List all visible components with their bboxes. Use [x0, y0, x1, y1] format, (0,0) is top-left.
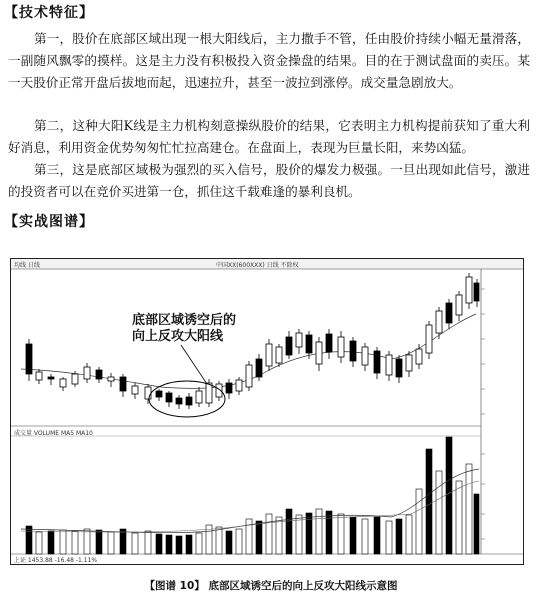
- paragraph-3: 第三，这是底部区域极为强烈的买入信号，股价的爆发力极强。一旦出现如此信号，激进的投资者可以在竞价买进第一仓，抓住这千载难逢的暴利良机。: [8, 162, 530, 199]
- volume-bars: [26, 437, 479, 554]
- section-heading-chart: 【实战图谱】: [4, 214, 94, 230]
- candlesticks: [26, 273, 479, 409]
- chart-annotation: [132, 313, 236, 345]
- section-heading-technical: 【技术特征】: [4, 5, 94, 21]
- paragraph-2: 第二，这种大阳K线是主力机构刻意操纵股价的结果，它表明主力机构提前获知了重大利好消息，利用资金优势匆匆忙忙拉高建仓。在盘面上，表现为巨量长阳，来势凶猛。: [8, 118, 530, 155]
- volume-panel-label: 成交量 VOLUME MA5 MA10: [14, 430, 93, 437]
- chart-annotation-line-2: 向上反攻大阳线: [132, 329, 224, 344]
- annotation-arrow: [181, 345, 207, 384]
- chart-bottom-text: 上证 1453.88 -16.48 -1.11%: [14, 557, 98, 564]
- chart-annotation-line-1: 底部区域诱空后的: [132, 313, 237, 328]
- chart-top-title: 中国XX(600XXX) 日线 不除权: [216, 262, 299, 269]
- stock-chart: [10, 258, 524, 565]
- chart-top-left-label: 均线 日线: [14, 262, 40, 269]
- figure-caption: 【图谱 10】 底部区域诱空后的向上反攻大阳线示意图: [144, 580, 398, 592]
- price-axis-ticks: [481, 289, 485, 539]
- paragraph-1: 第一，股价在底部区域出现一根大阳线后，主力撒手不管，任由股价持续小幅无量滑落，一副随风飘零的摸样。这是主力没有积极投入资金操盘的结果。目的在于测试盘面的卖压。某一天股价正常开盘后拔地而起，迅速拉升，甚至一波拉到涨停。成交量急剧放大。: [8, 31, 530, 90]
- candlestick-chart-svg: [11, 259, 523, 564]
